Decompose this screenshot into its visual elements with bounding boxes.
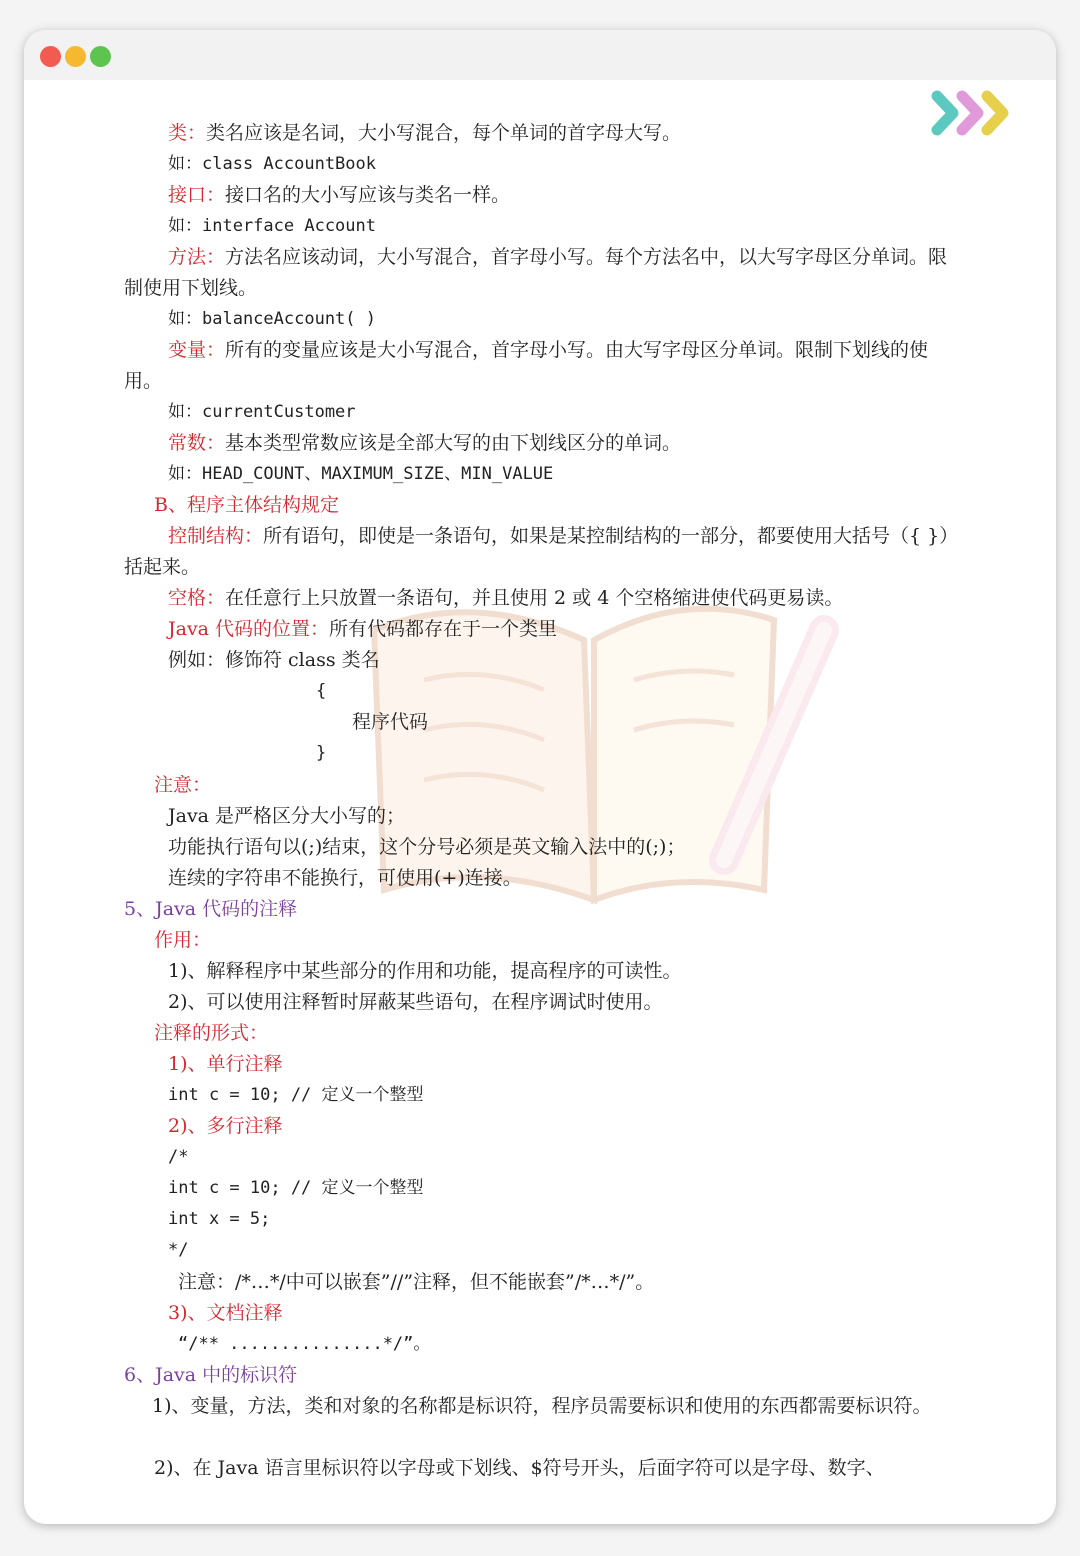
note-item: 连续的字符串不能换行，可使用(+)连接。 [168, 867, 522, 889]
comment-forms-heading: 注释的形式： [154, 1022, 269, 1044]
section-6-heading: 6、Java 中的标识符 [124, 1364, 298, 1386]
constant-rule: 常数：基本类型常数应该是全部大写的由下划线区分的单词。 [168, 432, 682, 454]
method-rule: 方法：方法名应该动词，大小写混合，首字母小写。每个方法名中，以大写字母区分单词。限制使用下划线。 [124, 246, 948, 299]
multi-line-code: int x = 5; [168, 1209, 271, 1229]
single-line-code: int c = 10; // 定义一个整型 [168, 1085, 424, 1105]
doc-comment-code: “/** ...............*/”。 [178, 1334, 431, 1354]
open-brace: { [316, 681, 327, 701]
notes-heading: 注意： [154, 774, 212, 796]
identifier-item: 1)、变量，方法，类和对象的名称都是标识符，程序员需要标识和使用的东西都需要标识符。 [152, 1395, 932, 1417]
section-b-heading: B、程序主体结构规定 [154, 494, 339, 516]
method-example: 如：balanceAccount( ) [168, 309, 376, 329]
document-body [24, 30, 1056, 1524]
multi-line-code: int c = 10; // 定义一个整型 [168, 1178, 424, 1198]
purpose-item: 2)、可以使用注释暂时屏蔽某些语句，在程序调试时使用。 [168, 991, 663, 1013]
multi-line-code: */ [168, 1240, 189, 1260]
multi-line-comment-heading: 2)、多行注释 [168, 1115, 283, 1137]
control-structure-rule: 控制结构：所有语句，即使是一条语句，如果是某控制结构的一部分，都要使用大括号（{ }）括起来。 [124, 525, 949, 578]
class-rule: 类：类名应该是名词，大小写混合，每个单词的首字母大写。 [168, 122, 682, 144]
purpose-heading: 作用： [154, 929, 212, 951]
multi-line-code: /* [168, 1147, 189, 1167]
note-item: 功能执行语句以(;)结束，这个分号必须是英文输入法中的(;)； [168, 836, 686, 858]
code-position-rule: Java 代码的位置：所有代码都存在于一个类里 [168, 618, 558, 640]
purpose-item: 1)、解释程序中某些部分的作用和功能，提高程序的可读性。 [168, 960, 682, 982]
document-window [24, 30, 1056, 1524]
single-line-comment-heading: 1)、单行注释 [168, 1053, 283, 1075]
code-body: 程序代码 [352, 711, 429, 733]
variable-rule: 变量：所有的变量应该是大小写混合，首字母小写。由大写字母区分单词。限制下划线的使用。 [124, 339, 929, 392]
class-example: 如：class AccountBook [168, 154, 376, 174]
nesting-note: 注意：/*…*/中可以嵌套”//”注释，但不能嵌套”/*…*/”。 [178, 1271, 655, 1293]
variable-example: 如：currentCustomer [168, 402, 356, 422]
constant-example: 如：HEAD_COUNT、MAXIMUM_SIZE、MIN_VALUE [168, 464, 554, 484]
code-example-line: 例如：修饰符 class 类名 [168, 649, 380, 671]
note-item: Java 是严格区分大小写的； [168, 805, 406, 827]
space-rule: 空格：在任意行上只放置一条语句，并且使用 2 或 4 个空格缩进使代码更易读。 [168, 587, 844, 609]
interface-example: 如：interface Account [168, 216, 376, 236]
section-5-heading: 5、Java 代码的注释 [124, 898, 298, 920]
close-brace: } [316, 743, 327, 763]
identifier-item: 2)、在 Java 语言里标识符以字母或下划线、$符号开头，后面字符可以是字母、数字、 [154, 1457, 885, 1479]
interface-rule: 接口：接口名的大小写应该与类名一样。 [168, 184, 511, 206]
doc-comment-heading: 3)、文档注释 [168, 1302, 283, 1324]
